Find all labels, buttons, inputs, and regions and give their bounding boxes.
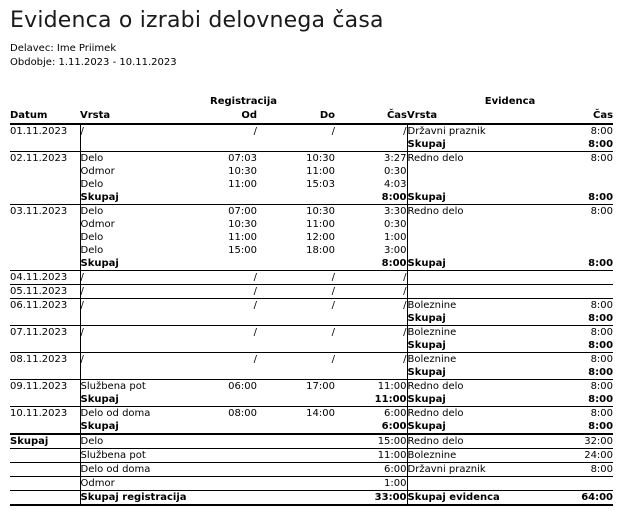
cell-ev-type: Skupaj: [407, 366, 541, 380]
column-header-vrsta-reg: Vrsta: [80, 108, 195, 124]
cell-reg-type: /: [80, 271, 195, 285]
timesheet-row: [10, 231, 613, 244]
cell-ev-duration: 8:00: [588, 367, 614, 378]
cell-reg-duration: /: [335, 353, 407, 367]
timesheet-row: [10, 366, 613, 380]
cell-reg-to: 11:00: [306, 166, 335, 177]
timesheet-table: [10, 95, 613, 506]
cell-reg-to: /: [257, 271, 335, 285]
timesheet-row: [10, 152, 613, 166]
cell-ev-type: Skupaj evidenca: [407, 491, 541, 506]
worker-label: Delavec: Ime Priimek: [10, 43, 117, 54]
cell-reg-type: Službena pot: [80, 380, 195, 394]
cell-ev-type: Redno delo: [407, 434, 541, 449]
cell-reg-type: Delo: [80, 231, 195, 244]
cell-reg-from: [195, 339, 257, 353]
cell-ev-type: [407, 178, 541, 191]
summary-row: [10, 463, 613, 477]
cell-reg-to: [257, 257, 335, 271]
cell-date: [10, 393, 80, 407]
cell-reg-duration: 4:03: [384, 179, 407, 190]
cell-reg-to: /: [257, 326, 335, 340]
cell-ev-type: Boleznine: [407, 449, 541, 463]
cell-date: 06.11.2023: [10, 299, 80, 313]
cell-reg-from: /: [195, 299, 257, 313]
cell-ev-type: Boleznine: [407, 299, 541, 313]
cell-reg-to: [257, 312, 335, 326]
timesheet-row: [10, 257, 613, 271]
cell-ev-type: Redno delo: [407, 205, 541, 219]
cell-reg-from: [195, 138, 257, 152]
cell-ev-duration: 32:00: [541, 434, 613, 449]
cell-ev-duration: 8:00: [541, 152, 613, 166]
cell-reg-type: Delo: [80, 152, 195, 166]
timesheet-row: [10, 285, 613, 299]
cell-ev-duration: 8:00: [588, 258, 614, 269]
cell-reg-duration: /: [335, 271, 407, 285]
cell-date: [10, 231, 80, 244]
cell-reg-duration: 1:00: [335, 477, 407, 491]
cell-reg-duration: 0:30: [384, 219, 407, 230]
cell-reg-type: Skupaj: [80, 191, 195, 205]
cell-ev-duration: 8:00: [541, 353, 613, 367]
cell-reg-duration: 3:00: [384, 245, 407, 256]
cell-reg-type: /: [80, 353, 195, 367]
cell-reg-from: 10:30: [228, 219, 257, 230]
cell-date: 03.11.2023: [10, 205, 80, 219]
cell-reg-to: [257, 449, 335, 463]
timesheet-row: [10, 407, 613, 421]
timesheet-row: [10, 138, 613, 152]
cell-ev-duration: 8:00: [588, 139, 614, 150]
cell-ev-duration: [541, 477, 613, 491]
column-header-od: Od: [195, 108, 257, 124]
cell-reg-to: [257, 138, 335, 152]
cell-ev-type: Državni praznik: [407, 463, 541, 477]
cell-reg-type: Delo: [80, 178, 195, 191]
cell-reg-type: Skupaj: [80, 420, 195, 434]
cell-reg-type: Delo: [80, 205, 195, 219]
cell-reg-duration: 6:00: [335, 463, 407, 477]
cell-reg-duration: 6:00: [335, 407, 407, 421]
cell-reg-from: 07:03: [195, 152, 257, 166]
cell-ev-type: [407, 231, 541, 244]
cell-reg-from: 11:00: [228, 232, 257, 243]
cell-ev-duration: 8:00: [541, 407, 613, 421]
timesheet-row: [10, 218, 613, 231]
cell-reg-type: Odmor: [80, 218, 195, 231]
cell-reg-type: [80, 138, 195, 152]
cell-ev-duration: [541, 285, 613, 299]
cell-reg-from: /: [195, 271, 257, 285]
cell-reg-to: [257, 420, 335, 434]
cell-reg-type: Delo od doma: [80, 463, 257, 477]
cell-reg-to: [257, 191, 335, 205]
cell-reg-from: /: [195, 353, 257, 367]
cell-reg-to: 12:00: [306, 232, 335, 243]
cell-ev-duration: [541, 231, 613, 244]
cell-ev-type: Skupaj: [407, 420, 541, 434]
cell-reg-to: 10:30: [257, 152, 335, 166]
section-header-evidence: Evidenca: [484, 96, 536, 107]
cell-reg-type: /: [80, 285, 195, 299]
section-header-registration: Registracija: [210, 96, 278, 107]
cell-reg-from: [195, 257, 257, 271]
cell-reg-to: /: [257, 299, 335, 313]
summary-row: [10, 477, 613, 491]
cell-reg-type: [80, 366, 195, 380]
summary-row: [10, 434, 613, 449]
cell-reg-to: 18:00: [306, 245, 335, 256]
column-header-cas-reg: Čas: [335, 108, 407, 124]
cell-date: [10, 218, 80, 231]
cell-date: [10, 165, 80, 178]
cell-ev-duration: 8:00: [541, 326, 613, 340]
section-header-spacer: [10, 95, 80, 108]
cell-date: [10, 257, 80, 271]
cell-reg-to: [257, 339, 335, 353]
cell-ev-duration: 8:00: [541, 124, 613, 138]
cell-date: 01.11.2023: [10, 124, 80, 138]
cell-reg-from: 06:00: [195, 380, 257, 394]
cell-reg-to: 10:30: [257, 205, 335, 219]
cell-reg-to: /: [257, 353, 335, 367]
cell-ev-type: [407, 271, 541, 285]
cell-ev-duration: 8:00: [588, 340, 614, 351]
cell-reg-from: [195, 191, 257, 205]
cell-reg-from: 15:00: [228, 245, 257, 256]
cell-reg-duration: 11:00: [374, 394, 407, 405]
cell-date: [10, 339, 80, 353]
cell-reg-duration: 1:00: [384, 232, 407, 243]
cell-date: [10, 420, 80, 434]
timesheet-body: [10, 124, 613, 505]
cell-ev-type: Redno delo: [407, 152, 541, 166]
cell-ev-duration: [541, 218, 613, 231]
cell-reg-to: 15:03: [306, 179, 335, 190]
timesheet-row: [10, 271, 613, 285]
cell-reg-to: 17:00: [257, 380, 335, 394]
report-page: [0, 8, 628, 506]
column-header-do: Do: [257, 108, 335, 124]
cell-reg-type: Delo: [80, 434, 257, 449]
timesheet-row: [10, 124, 613, 138]
cell-reg-duration: 11:00: [335, 449, 407, 463]
cell-reg-from: [195, 393, 257, 407]
summary-row: [10, 449, 613, 463]
cell-reg-type: Delo od doma: [80, 407, 195, 421]
cell-reg-from: [195, 312, 257, 326]
cell-date: 09.11.2023: [10, 380, 80, 394]
cell-reg-duration: /: [335, 299, 407, 313]
cell-ev-duration: 8:00: [588, 313, 614, 324]
cell-ev-type: Redno delo: [407, 380, 541, 394]
cell-reg-to: [257, 477, 335, 491]
cell-ev-type: [407, 244, 541, 257]
cell-date: [10, 178, 80, 191]
cell-reg-duration: [335, 312, 407, 326]
cell-date: 08.11.2023: [10, 353, 80, 367]
cell-date: [10, 138, 80, 152]
cell-reg-duration: 15:00: [335, 434, 407, 449]
cell-date: [10, 244, 80, 257]
cell-ev-duration: [541, 165, 613, 178]
cell-ev-duration: 8:00: [588, 421, 614, 432]
cell-reg-duration: /: [335, 326, 407, 340]
cell-ev-duration: 8:00: [541, 299, 613, 313]
cell-date: 04.11.2023: [10, 271, 80, 285]
cell-reg-to: [257, 434, 335, 449]
cell-date: [10, 191, 80, 205]
cell-ev-type: Redno delo: [407, 407, 541, 421]
cell-reg-from: /: [195, 326, 257, 340]
cell-ev-type: Boleznine: [407, 326, 541, 340]
cell-ev-type: Boleznine: [407, 353, 541, 367]
cell-reg-type: Odmor: [80, 165, 195, 178]
section-header-row: [10, 95, 613, 108]
cell-reg-type: /: [80, 326, 195, 340]
cell-ev-type: Državni praznik: [407, 124, 541, 138]
cell-ev-type: Skupaj: [407, 312, 541, 326]
cell-ev-type: Skupaj: [407, 257, 541, 271]
cell-date: 05.11.2023: [10, 285, 80, 299]
cell-reg-duration: [335, 138, 407, 152]
cell-reg-type: [80, 339, 195, 353]
cell-ev-duration: 64:00: [541, 491, 613, 506]
cell-reg-from: /: [195, 285, 257, 299]
cell-ev-type: [407, 477, 541, 491]
timesheet-row: [10, 420, 613, 434]
cell-reg-duration: [335, 339, 407, 353]
cell-ev-type: [407, 285, 541, 299]
cell-ev-duration: 8:00: [541, 205, 613, 219]
timesheet-row: [10, 393, 613, 407]
cell-ev-duration: 24:00: [541, 449, 613, 463]
cell-reg-duration: 8:00: [381, 258, 407, 269]
column-header-vrsta-ev: Vrsta: [407, 108, 541, 124]
timesheet-row: [10, 299, 613, 313]
cell-reg-duration: 3:30: [335, 205, 407, 219]
cell-reg-type: Odmor: [80, 477, 257, 491]
cell-reg-type: [80, 312, 195, 326]
cell-date: 07.11.2023: [10, 326, 80, 340]
cell-ev-duration: 8:00: [541, 380, 613, 394]
cell-reg-to: /: [257, 285, 335, 299]
timesheet-row: [10, 380, 613, 394]
cell-reg-type: Delo: [80, 244, 195, 257]
cell-summary-label: [10, 463, 80, 477]
cell-reg-duration: 8:00: [381, 192, 407, 203]
cell-date: 02.11.2023: [10, 152, 80, 166]
cell-ev-duration: [541, 178, 613, 191]
column-header-datum: Datum: [10, 108, 80, 124]
cell-date: [10, 312, 80, 326]
cell-reg-to: 11:00: [306, 219, 335, 230]
cell-reg-type: Skupaj: [80, 257, 195, 271]
cell-date: [10, 366, 80, 380]
cell-reg-duration: /: [335, 124, 407, 138]
cell-reg-from: [195, 420, 257, 434]
cell-ev-duration: 8:00: [541, 463, 613, 477]
timesheet-row: [10, 353, 613, 367]
cell-reg-duration: 33:00: [335, 491, 407, 506]
cell-reg-to: 14:00: [257, 407, 335, 421]
cell-reg-duration: 0:30: [384, 166, 407, 177]
cell-ev-type: Skupaj: [407, 339, 541, 353]
cell-reg-from: 11:00: [228, 179, 257, 190]
cell-reg-type: /: [80, 299, 195, 313]
timesheet-row: [10, 326, 613, 340]
timesheet-row: [10, 205, 613, 219]
cell-reg-from: 07:00: [195, 205, 257, 219]
cell-ev-type: Skupaj: [407, 138, 541, 152]
cell-summary-label: [10, 449, 80, 463]
cell-ev-type: Skupaj: [407, 393, 541, 407]
cell-reg-duration: /: [335, 285, 407, 299]
cell-reg-duration: 11:00: [335, 380, 407, 394]
cell-date: 10.11.2023: [10, 407, 80, 421]
column-header-row: [10, 108, 613, 124]
cell-reg-duration: 3:27: [335, 152, 407, 166]
timesheet-row: [10, 312, 613, 326]
cell-reg-from: [195, 366, 257, 380]
cell-ev-type: [407, 218, 541, 231]
cell-ev-type: Skupaj: [407, 191, 541, 205]
timesheet-row: [10, 339, 613, 353]
cell-ev-duration: [541, 244, 613, 257]
cell-ev-type: [407, 165, 541, 178]
period-label: Obdobje: 1.11.2023 - 10.11.2023: [10, 57, 177, 68]
cell-reg-from: 10:30: [228, 166, 257, 177]
cell-reg-type: /: [80, 124, 195, 138]
timesheet-row: [10, 165, 613, 178]
cell-reg-duration: [335, 366, 407, 380]
page-title: Evidenca o izrabi delovnega časa: [10, 8, 384, 33]
cell-reg-type: Skupaj registracija: [80, 491, 257, 506]
cell-reg-type: Službena pot: [80, 449, 257, 463]
cell-reg-to: /: [257, 124, 335, 138]
column-header-cas-ev: Čas: [541, 108, 613, 124]
cell-reg-to: [257, 463, 335, 477]
cell-summary-label: Skupaj: [10, 434, 80, 449]
cell-reg-from: 08:00: [195, 407, 257, 421]
cell-reg-from: /: [195, 124, 257, 138]
timesheet-row: [10, 191, 613, 205]
cell-ev-duration: 8:00: [588, 192, 614, 203]
cell-ev-duration: 8:00: [588, 394, 614, 405]
cell-ev-duration: [541, 271, 613, 285]
cell-reg-duration: 6:00: [381, 421, 407, 432]
cell-reg-type: Skupaj: [80, 393, 195, 407]
cell-reg-to: [257, 366, 335, 380]
timesheet-row: [10, 178, 613, 191]
cell-reg-to: [257, 393, 335, 407]
cell-summary-label: [10, 477, 80, 491]
timesheet-row: [10, 244, 613, 257]
